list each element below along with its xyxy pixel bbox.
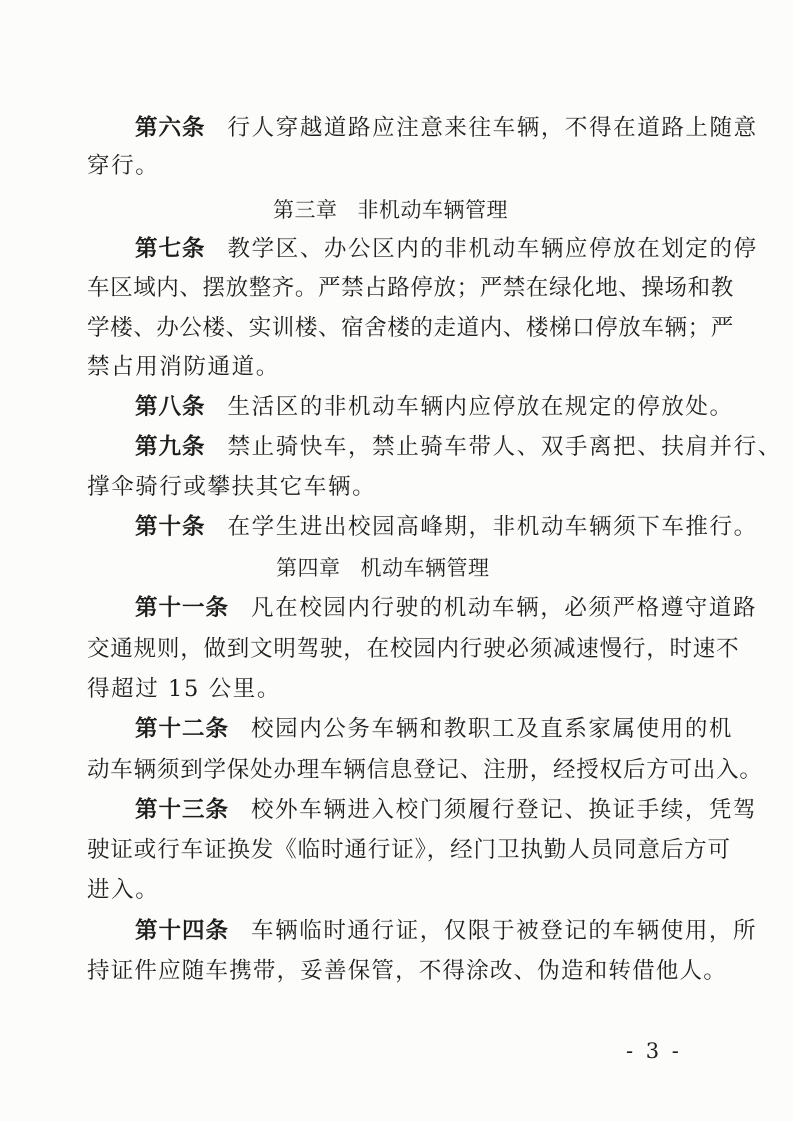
chapter-title: 机动车辆管理 xyxy=(360,556,490,580)
article-13-line-1 xyxy=(135,795,757,825)
article-11-line-1 xyxy=(135,593,757,623)
article-label: 第十一条 xyxy=(135,595,230,621)
article-8-line-1 xyxy=(135,392,734,422)
article-text: 凡在校园内行驶的机动车辆，必须严格遵守道路 xyxy=(251,595,758,621)
article-13-line-2: 驶证或行车证换发《临时通行证》，经门卫执勤人员同意后方可 xyxy=(87,837,731,863)
article-12-line-2: 动车辆须到学保处办理车辆信息登记、注册，经授权后方可出入。 xyxy=(87,757,763,783)
article-11-line-3: 得超过 15 公里。 xyxy=(87,676,281,702)
article-6-line-2: 穿行。 xyxy=(87,153,160,179)
article-text: 禁止骑快车，禁止骑车带人、双手离把、扶肩并行、 xyxy=(227,434,782,460)
chapter-number: 第三章 xyxy=(273,198,338,222)
chapter-3-heading xyxy=(273,195,508,225)
article-text: 校外车辆进入校门须履行登记、换证手续，凭驾 xyxy=(251,797,758,823)
article-7-line-4: 禁占用消防通道。 xyxy=(87,354,280,380)
article-10-line-1 xyxy=(135,512,758,542)
page-number: - 3 - xyxy=(626,1039,682,1063)
chapter-4-heading xyxy=(276,553,490,583)
article-9-line-1 xyxy=(135,432,782,462)
article-9-line-2: 撑伞骑行或攀扶其它车辆。 xyxy=(87,474,377,500)
article-7-line-2: 车区域内、摆放整齐。严禁占路停放；严禁在绿化地、操场和教 xyxy=(87,275,734,301)
article-12-line-1 xyxy=(135,714,733,744)
article-7-line-1 xyxy=(135,234,758,264)
article-text: 车辆临时通行证，仅限于被登记的车辆使用，所 xyxy=(251,918,758,944)
article-label: 第六条 xyxy=(135,115,206,141)
article-text: 校园内公务车辆和教职工及直系家属使用的机 xyxy=(251,716,734,742)
article-label: 第九条 xyxy=(135,434,206,460)
chapter-title: 非机动车辆管理 xyxy=(357,198,508,222)
article-label: 第十条 xyxy=(135,514,206,540)
article-text: 生活区的非机动车辆内应停放在规定的停放处。 xyxy=(227,394,734,420)
article-label: 第十二条 xyxy=(135,716,230,742)
article-14-line-1 xyxy=(135,916,757,946)
chapter-number: 第四章 xyxy=(276,556,341,580)
article-text: 在学生进出校园高峰期，非机动车辆须下车推行。 xyxy=(227,514,758,540)
article-text: 行人穿越道路应注意来往车辆，不得在道路上随意 xyxy=(227,115,758,141)
article-7-line-3: 学楼、办公楼、实训楼、宿舍楼的走道内、楼梯口停放车辆；严 xyxy=(87,315,734,341)
article-6-line-1 xyxy=(135,113,758,143)
article-label: 第七条 xyxy=(135,236,206,262)
article-text: 教学区、办公区内的非机动车辆应停放在划定的停 xyxy=(227,236,758,262)
article-13-line-3: 进入。 xyxy=(87,877,160,903)
article-11-line-2: 交通规则，做到文明驾驶，在校园内行驶必须减速慢行，时速不 xyxy=(87,636,740,662)
article-label: 第八条 xyxy=(135,394,206,420)
article-label: 第十四条 xyxy=(135,918,230,944)
article-label: 第十三条 xyxy=(135,797,230,823)
article-14-line-2: 持证件应随车携带，妥善保管，不得涂改、伪造和转借他人。 xyxy=(87,958,727,984)
